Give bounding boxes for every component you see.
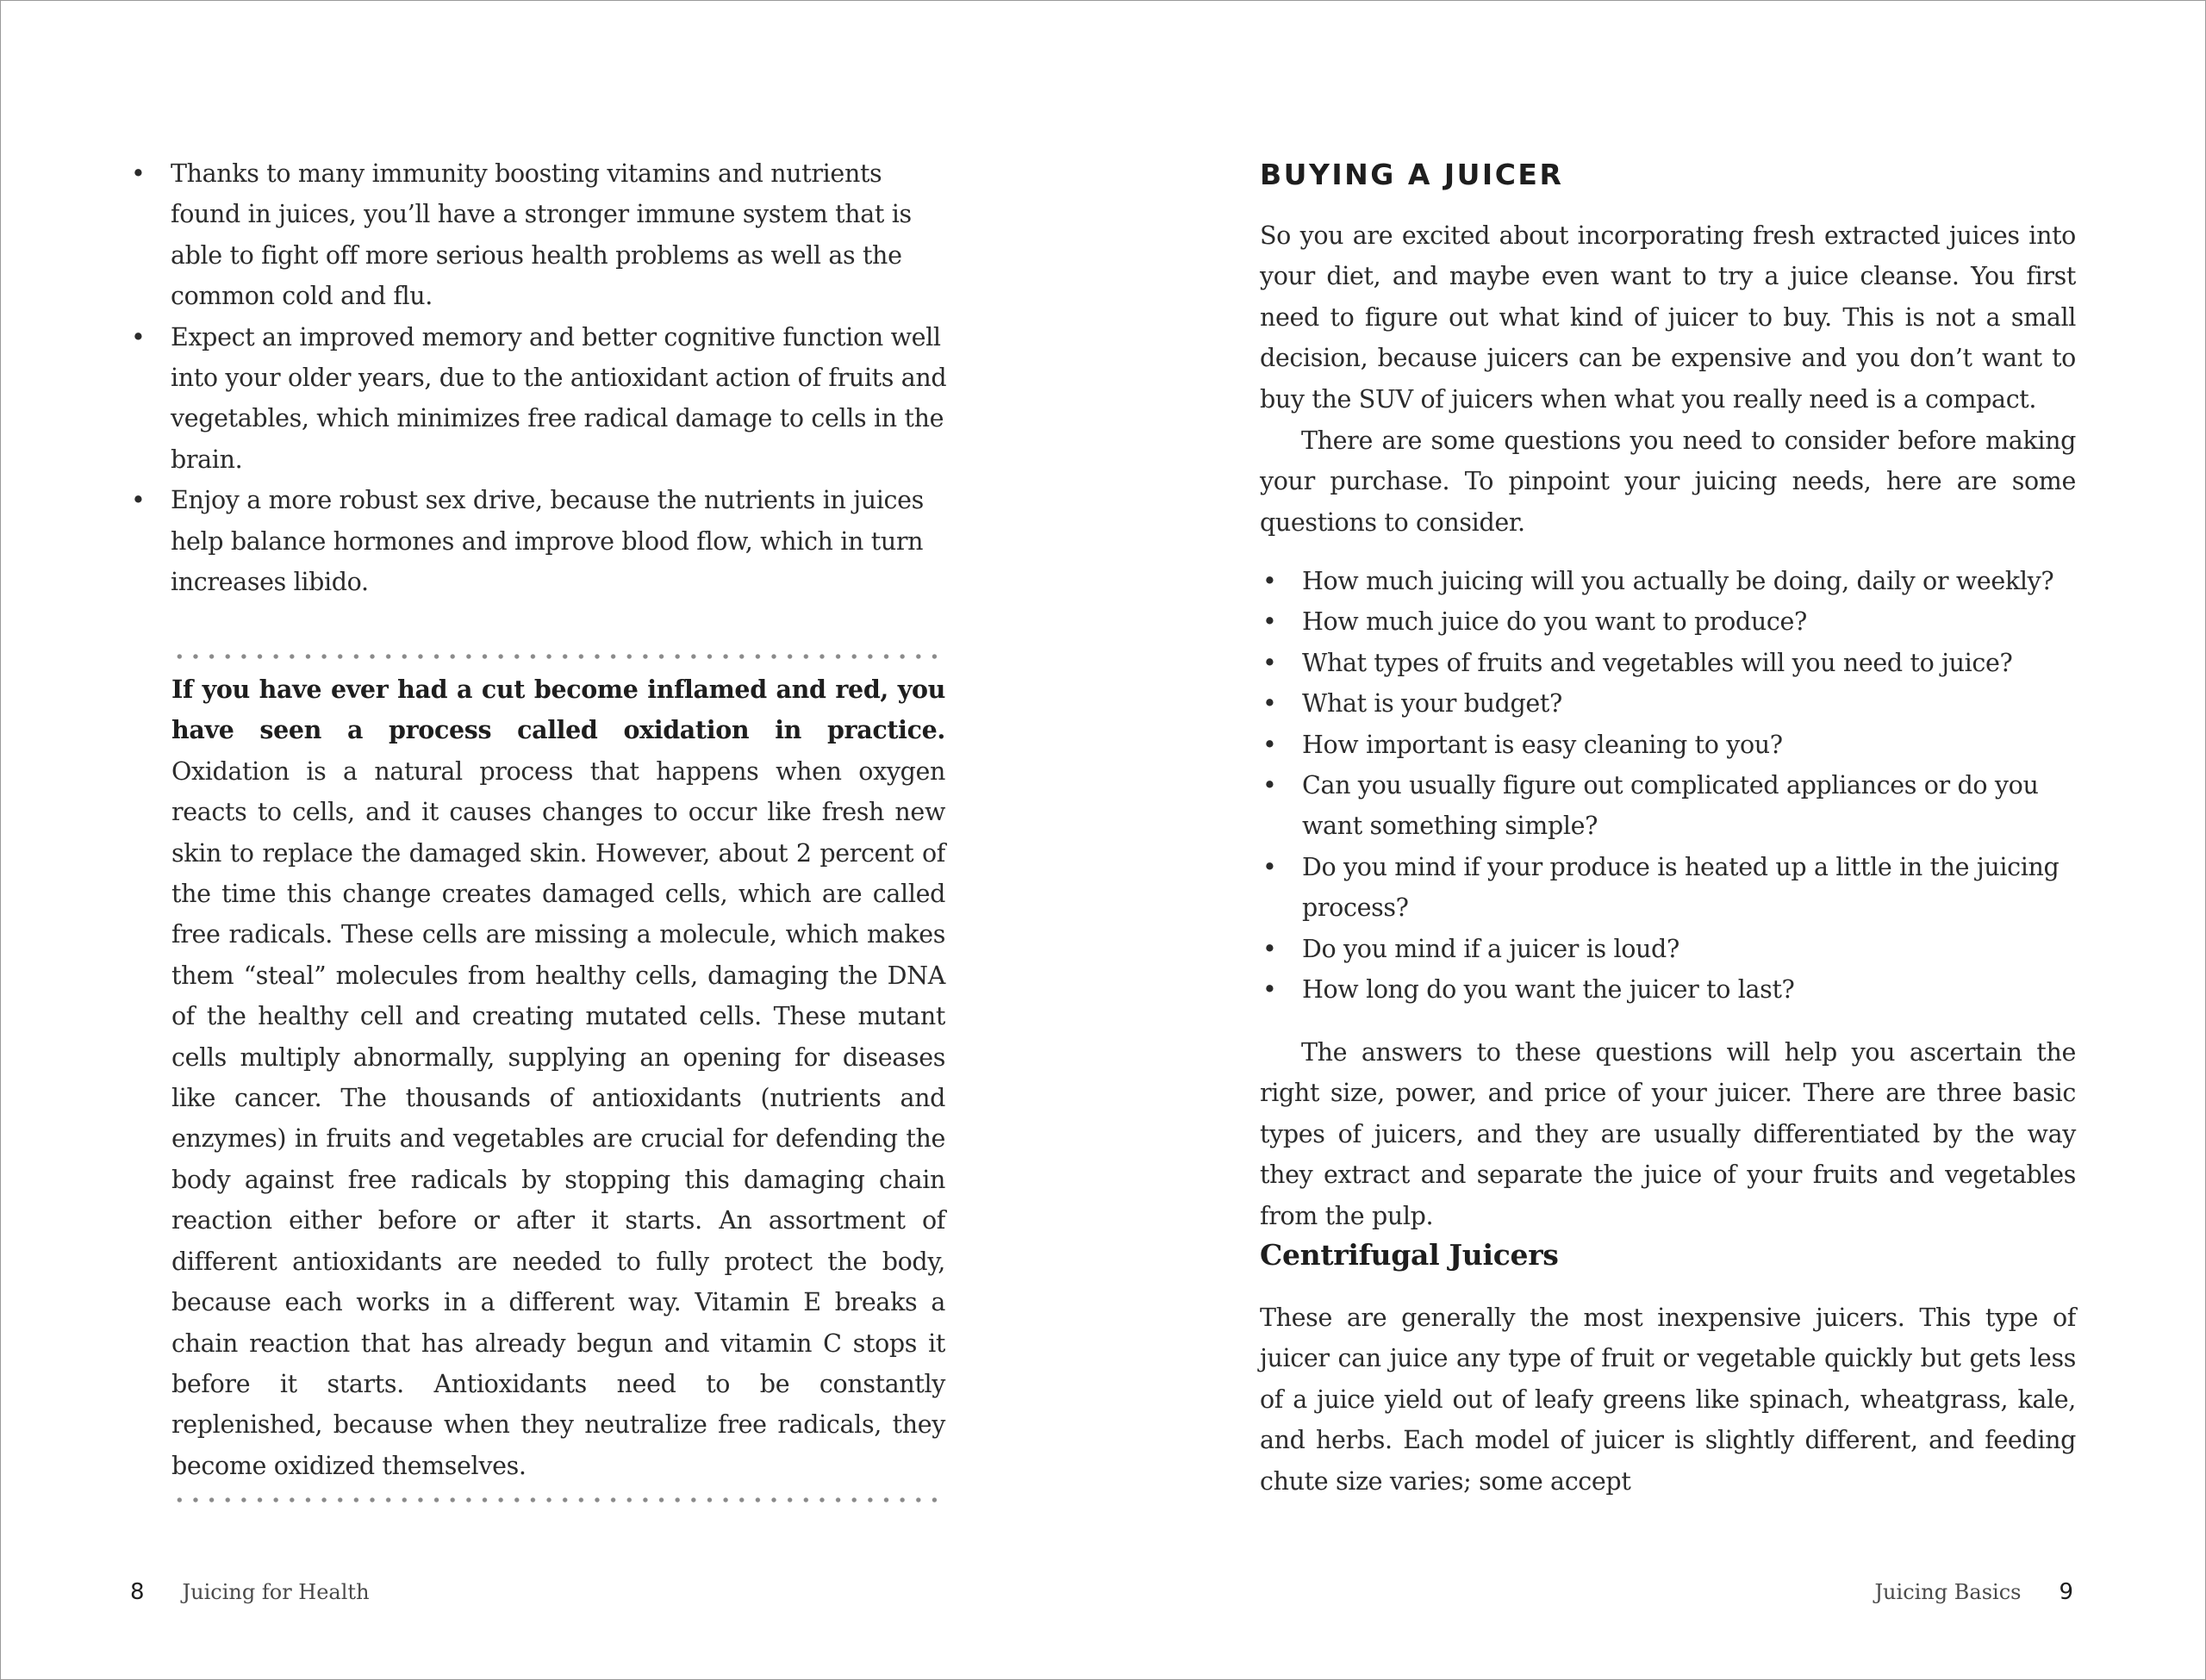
paragraph-answers: The answers to these questions will help you ascertain the right size, power, and price of your juicer. There are three basic types of juicers, and they are usually differentiated by the way they extract and separate the juice of your fruits and vegetables from the pulp.	[1260, 1038, 2076, 1230]
list-item: • How much juice do you want to produce?	[1260, 601, 2076, 642]
running-title: Juicing Basics	[1874, 1580, 2022, 1604]
sidebar-text	[171, 669, 945, 1486]
subsection-heading: Centrifugal Juicers	[1260, 1238, 1559, 1272]
questions-list	[1260, 561, 2076, 1010]
dotted-divider-top	[171, 654, 945, 659]
sidebar-lead: If you have ever had a cut become inflamed and red, you have seen a process called oxidation in practice.	[171, 675, 945, 745]
page-number: 9	[2059, 1579, 2073, 1605]
list-item: • Enjoy a more robust sex drive, because the nutrients in juices help balance hormones and improve blood flow, which in turn increases libido.	[128, 480, 947, 602]
list-item: • Expect an improved memory and better cognitive function well into your older years, due to the antioxidant action of fruits and vegetables, which minimizes free radical damage to cells in the brain.	[128, 317, 947, 481]
left-footer	[130, 1579, 370, 1605]
oxidation-sidebar	[171, 654, 945, 1503]
list-item: • Can you usually figure out complicated appliances or do you want something simple?	[1260, 765, 2076, 847]
sidebar-body: Oxidation is a natural process that happens when oxygen reacts to cells, and it causes changes to occur like fresh new skin to replace the damaged skin. However, about 2 percent of the time this change creates damaged cells, which are called free radicals. These cells are missing a molecule, which makes them “steal” molecules from healthy cells, damaging the DNA of the healthy cell and creating mutated cells. These mutant cells multiply abnormally, supplying an opening for diseases like cancer. The thousands of antioxidants (nutrients and enzymes) in fruits and vegetables are crucial for defending the body against free radicals by stopping this damaging chain reaction either before or after it starts. An assortment of different antioxidants are needed to fully protect the body, because each works in a different way. Vitamin E breaks a chain reaction that has already begun and vitamin C stops it before it starts. Antioxidants need to be constantly replenished, because when they neutralize free radicals, they become oxidized themselves.	[171, 756, 945, 1480]
list-item: • Do you mind if a juicer is loud?	[1260, 929, 2076, 969]
list-item: • Do you mind if your produce is heated up a little in the juicing process?	[1260, 847, 2076, 929]
list-item: • Thanks to many immunity boosting vitamins and nutrients found in juices, you’ll have a stronger immune system that is able to fight off more serious health problems as well as the common cold and flu.	[128, 153, 947, 317]
list-item: • What types of fruits and vegetables will you need to juice?	[1260, 643, 2076, 683]
list-item: • How important is easy cleaning to you?	[1260, 725, 2076, 765]
right-footer	[1874, 1579, 2073, 1605]
paragraph-intro: So you are excited about incorporating fresh extracted juices into your diet, and maybe even want to try a juice cleanse. You first need to figure out what kind of juicer to buy. This is not a small decision, because juicers can be expensive and you don’t want to buy the SUV of juicers when what you really need is a compact.	[1260, 221, 2076, 414]
paragraph-questions-intro: There are some questions you need to consider before making your purchase. To pinpoint your juicing needs, here are some questions to consider.	[1260, 426, 2076, 537]
list-item: • How long do you want the juicer to last?	[1260, 969, 2076, 1010]
benefits-list	[128, 153, 947, 602]
running-title: Juicing for Health	[182, 1580, 370, 1604]
list-item: • How much juicing will you actually be doing, daily or weekly?	[1260, 561, 2076, 601]
section-heading: BUYING A JUICER	[1260, 158, 1564, 191]
page-number: 8	[130, 1579, 145, 1605]
list-item: • What is your budget?	[1260, 683, 2076, 724]
paragraph-centrifugal: These are generally the most inexpensive juicers. This type of juicer can juice any type of fruit or vegetable quickly but gets less of a juice yield out of leafy greens like spinach, wheatgrass, kale, and herbs. Each model of juicer is slightly different, and feeding chute size varies; some accept	[1260, 1304, 2076, 1496]
dotted-divider-bottom	[171, 1497, 945, 1503]
